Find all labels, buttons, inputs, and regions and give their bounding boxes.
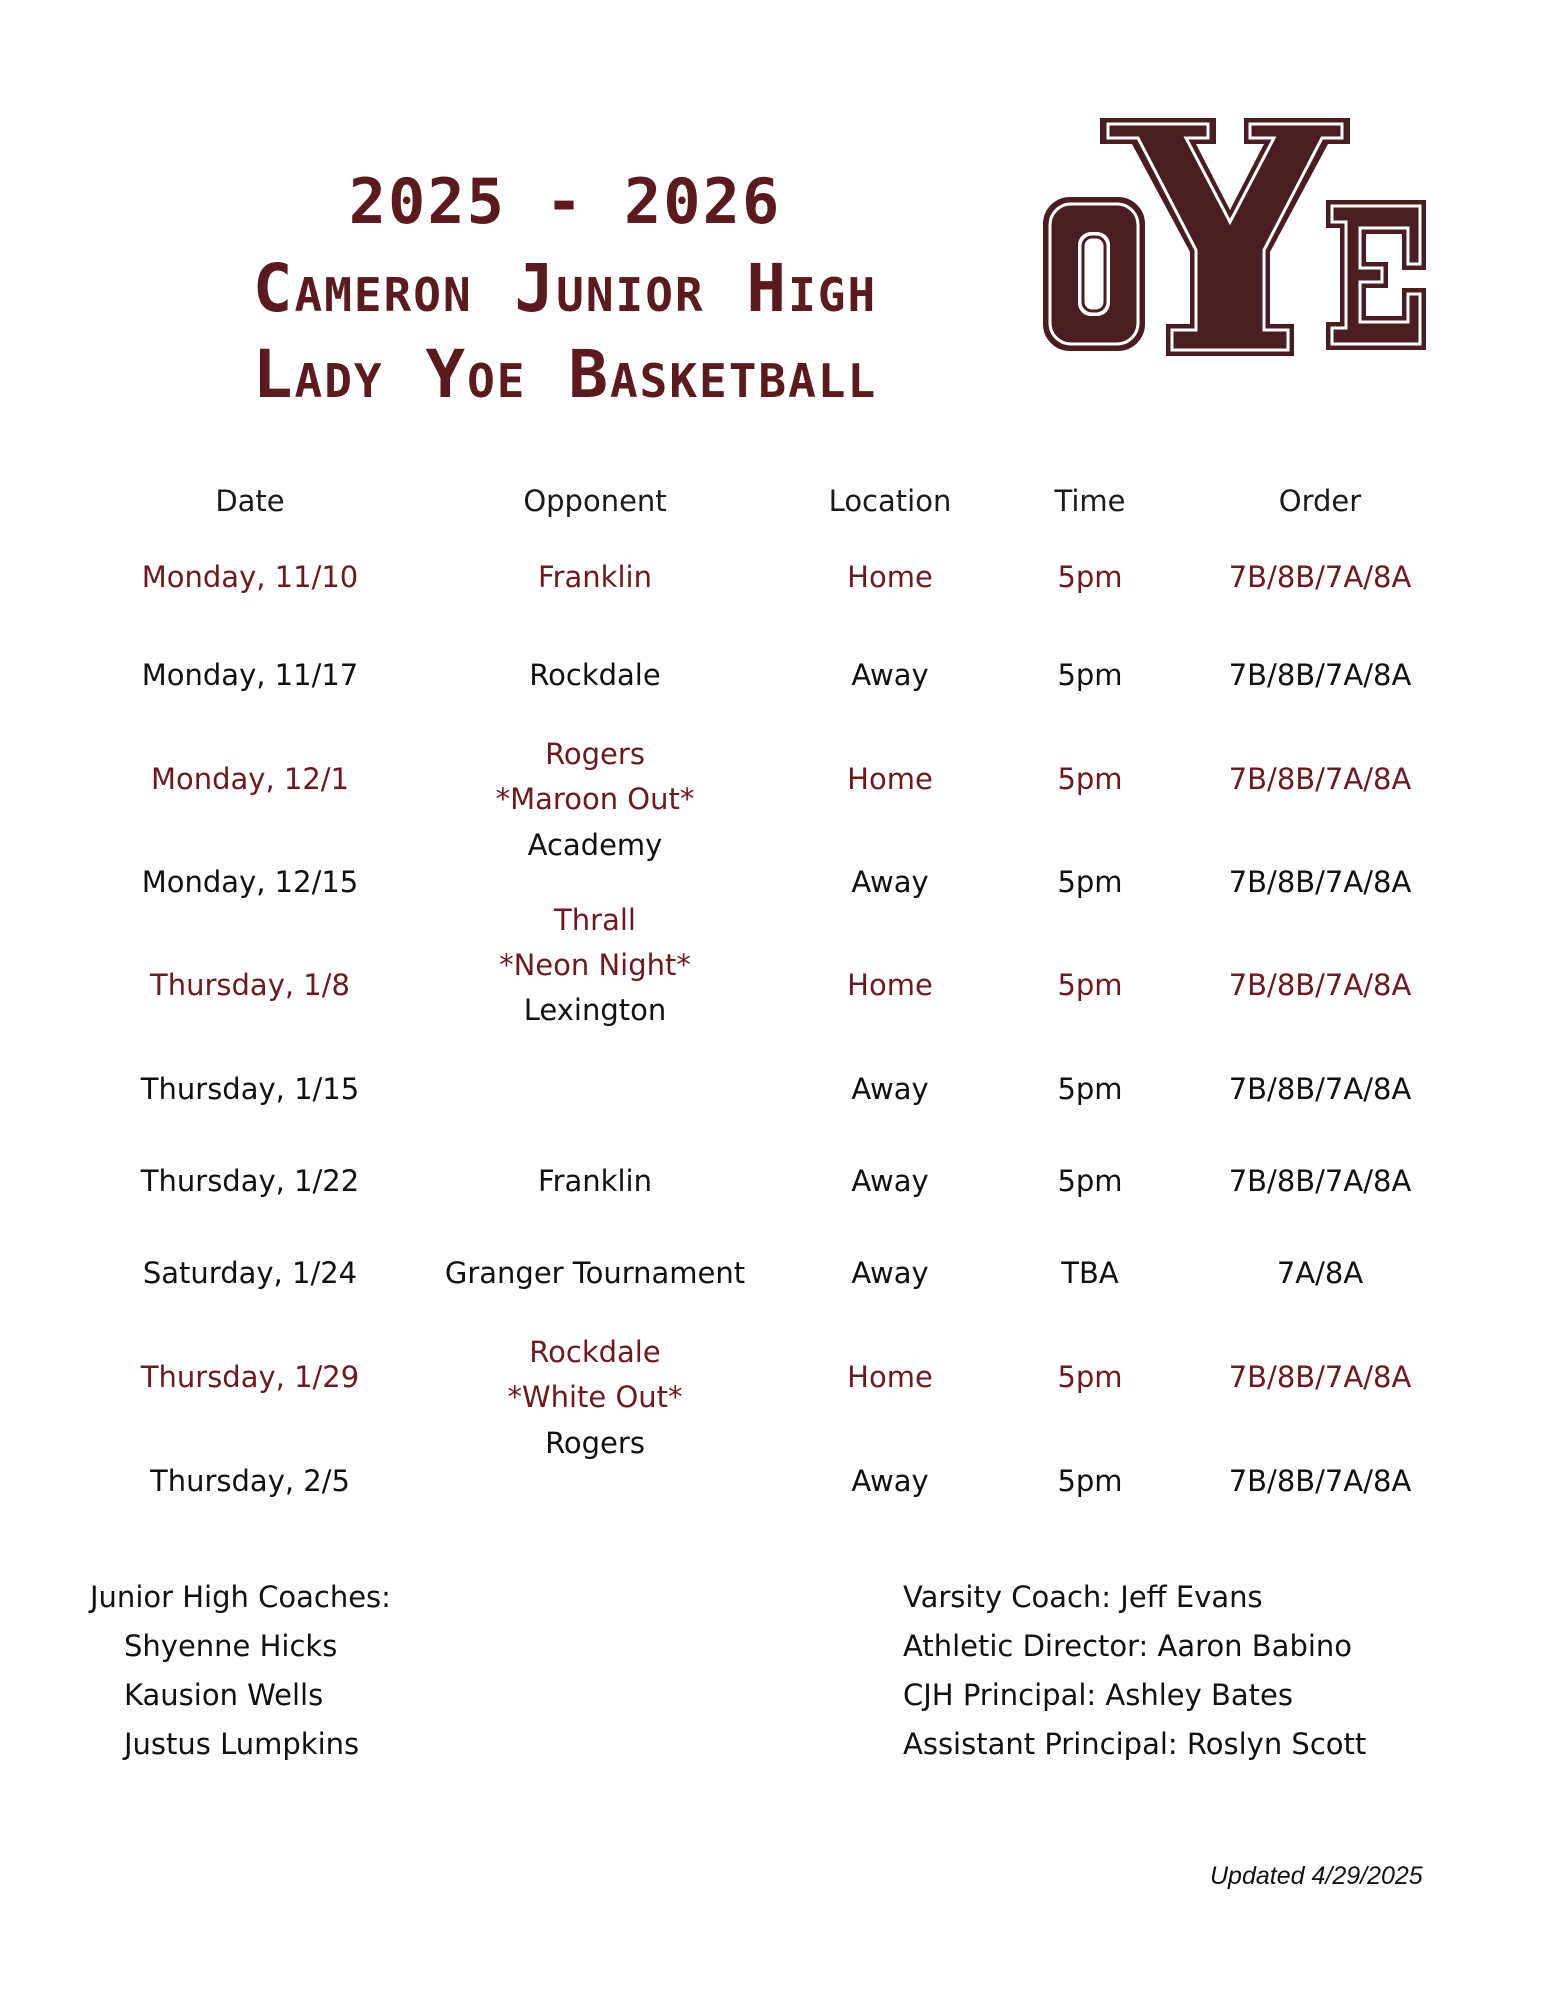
row-order: 7B/8B/7A/8A [1228,658,1412,692]
row-order: 7A/8A [1276,1256,1364,1290]
row-date: Thursday, 1/15 [140,1072,360,1106]
row-location: Away [851,1256,929,1290]
row-order: 7B/8B/7A/8A [1228,560,1412,594]
row-time: 5pm [1057,1464,1123,1498]
row-order: 7B/8B/7A/8A [1228,968,1412,1002]
row-order: 7B/8B/7A/8A [1228,1360,1412,1394]
staff-principal: CJH Principal: Ashley Bates [903,1678,1293,1712]
row-location: Home [847,968,933,1002]
oye-logo-icon [1040,110,1430,370]
opponent-line: Rockdale [529,658,661,692]
row-location: Away [851,658,929,692]
opponent-line: Granger Tournament [444,1256,746,1290]
opponent-line: *White Out* [507,1380,683,1414]
row-date: Monday, 12/1 [150,762,350,796]
updated-date: Updated 4/29/2025 [1210,1862,1423,1890]
opponent-line: *Maroon Out* [495,782,695,816]
coach-name: Justus Lumpkins [124,1727,360,1761]
coaches-heading: Junior High Coaches: [90,1580,391,1614]
opponent-line: Rockdale [529,1335,661,1369]
title-team: Lady Yoe Basketball [252,336,878,413]
row-date: Thursday, 1/29 [140,1360,360,1394]
row-order: 7B/8B/7A/8A [1228,1072,1412,1106]
row-location: Home [847,1360,933,1394]
row-date: Thursday, 1/8 [150,968,350,1002]
coach-name: Shyenne Hicks [124,1629,338,1663]
opponent-line: Thrall [554,903,636,937]
staff-varsity-coach: Varsity Coach: Jeff Evans [903,1580,1263,1614]
title-school: Cameron Junior High [252,250,878,327]
row-time: 5pm [1057,1360,1123,1394]
row-date: Thursday, 1/22 [140,1164,360,1198]
row-order: 7B/8B/7A/8A [1228,865,1412,899]
row-date: Monday, 11/10 [141,560,359,594]
row-time: 5pm [1057,968,1123,1002]
row-time: 5pm [1057,560,1123,594]
row-date: Saturday, 1/24 [142,1256,358,1290]
staff-assistant-principal: Assistant Principal: Roslyn Scott [903,1727,1367,1761]
row-date: Monday, 12/15 [141,865,359,899]
row-location: Away [851,1164,929,1198]
row-date: Thursday, 2/5 [150,1464,350,1498]
row-time: TBA [1061,1256,1119,1290]
title-year: 2025 - 2026 [348,165,782,238]
row-time: 5pm [1057,658,1123,692]
opponent-line: Rogers [545,737,645,771]
staff-athletic-director: Athletic Director: Aaron Babino [903,1629,1353,1663]
header-location: Location [828,484,952,518]
row-time: 5pm [1057,1164,1123,1198]
row-order: 7B/8B/7A/8A [1228,1464,1412,1498]
opponent-line: Academy [527,828,663,862]
header-order: Order [1278,484,1362,518]
row-location: Home [847,560,933,594]
opponent-line: Lexington [523,993,667,1027]
opponent-line: Franklin [538,1164,652,1198]
row-location: Away [851,1464,929,1498]
row-date: Monday, 11/17 [141,658,359,692]
row-location: Home [847,762,933,796]
row-location: Away [851,1072,929,1106]
opponent-line: *Neon Night* [499,948,691,982]
header-date: Date [215,484,285,518]
header-time: Time [1054,484,1126,518]
row-location: Away [851,865,929,899]
coach-name: Kausion Wells [124,1678,324,1712]
opponent-line: Franklin [538,560,652,594]
row-time: 5pm [1057,865,1123,899]
opponent-line: Rogers [545,1426,645,1460]
header-opponent: Opponent [523,484,667,518]
row-order: 7B/8B/7A/8A [1228,1164,1412,1198]
row-time: 5pm [1057,1072,1123,1106]
row-order: 7B/8B/7A/8A [1228,762,1412,796]
row-time: 5pm [1057,762,1123,796]
